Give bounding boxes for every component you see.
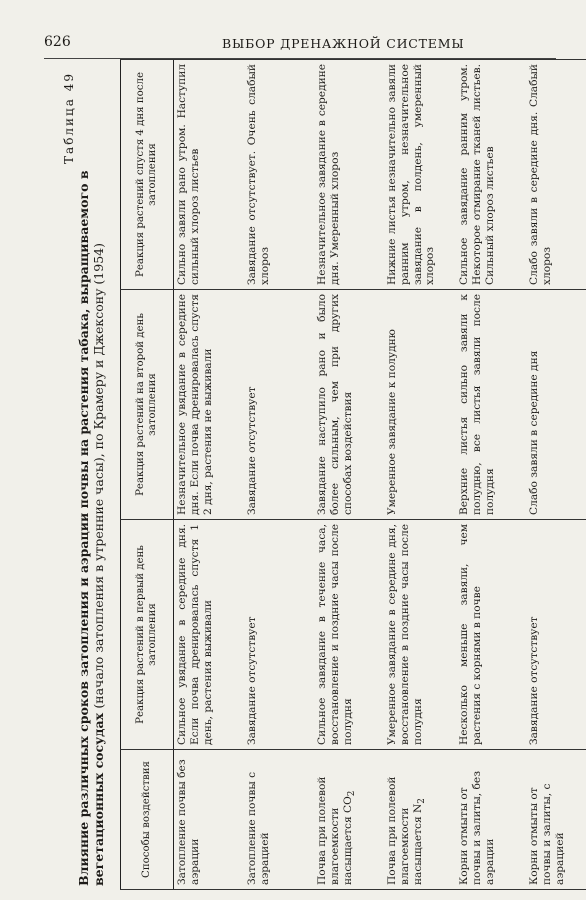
day4-cell: Незначительное завядание в середине дня. Умеренный хлороз bbox=[314, 60, 384, 290]
method-cell: Корни отмыты от почвы и залиты, без аэрации bbox=[456, 750, 526, 890]
table-row bbox=[314, 60, 384, 890]
method-text: Почва при полевой влагоемкости насыщается CO bbox=[316, 776, 354, 885]
day4-cell: Завядание отсутствует. Очень слабый хлороз bbox=[244, 60, 314, 290]
day2-cell: Слабо завяли в середине дня bbox=[526, 290, 586, 520]
table-row bbox=[456, 60, 526, 890]
day4-cell: Нижние листья незначительно завяли ранним утром, незначительное завядание в полдень, умеренный хлороз bbox=[384, 60, 456, 290]
column-header: Способы воздействия bbox=[121, 750, 174, 890]
method-cell bbox=[384, 750, 456, 890]
caption-bold: Влияние различных сроков затопления и аэрации почвы на растения табака, выращиваемого в вегетационных сосудах bbox=[76, 170, 106, 886]
day2-cell: Завядание наступило рано и было более сильным, чем при других способах воздействия bbox=[314, 290, 384, 520]
day1-cell: Умеренное завядание в середине дня, восстановление в поздние часы после полудня bbox=[384, 520, 456, 750]
day1-cell: Несколько меньше завяли, чем растения с корнями в почве bbox=[456, 520, 526, 750]
method-cell bbox=[314, 750, 384, 890]
table-row bbox=[526, 60, 586, 890]
table-label: Таблица 49 bbox=[62, 72, 76, 164]
day1-cell: Сильное завядание в течение часа, восстановление и поздние часы после полудня bbox=[314, 520, 384, 750]
day1-cell: Завядание отсутствует bbox=[526, 520, 586, 750]
method-text: Почва при полевой влагоемкости насыщается N bbox=[386, 776, 424, 885]
day1-cell: Завядание отсутствует bbox=[244, 520, 314, 750]
day2-cell: Умеренное завядание к полудню bbox=[384, 290, 456, 520]
day4-cell: Сильное завядание ранним утром. Некоторое отмирание тканей листьев. Сильный хлороз листьев bbox=[456, 60, 526, 290]
subscript: 2 bbox=[416, 798, 427, 804]
method-cell: Затопление почвы с аэрацией bbox=[244, 750, 314, 890]
method-cell: Затопление почвы без аэрации bbox=[174, 750, 245, 890]
day1-cell: Сильное увядание в середине дня. Если почва дренировалась спустя 1 день, растения выживали bbox=[174, 520, 245, 750]
day2-cell: Незначительное увядание в середине дня. Если почва дренировалась спустя 2 дня, растения не выживали bbox=[174, 290, 245, 520]
page-number: 626 bbox=[44, 34, 71, 50]
table-row bbox=[384, 60, 456, 890]
table-header-row bbox=[121, 60, 174, 890]
rotated-table-block bbox=[60, 60, 566, 890]
day2-cell: Завядание отсутствует bbox=[244, 290, 314, 520]
caption-plain: (начало затопления в утренние часы), по Крамеру и Джексону (1954) bbox=[91, 243, 106, 709]
column-header: Реакция растений в первый день затопления bbox=[121, 520, 174, 750]
running-head: ВЫБОР ДРЕНАЖНОЙ СИСТЕМЫ bbox=[222, 36, 465, 51]
method-cell: Корни отмыты от почвы и залиты, с аэрацией bbox=[526, 750, 586, 890]
subscript: 2 bbox=[346, 790, 357, 797]
day2-cell: Верхние листья сильно завяли к полудню, все листья завяли после полудня bbox=[456, 290, 526, 520]
table-row bbox=[244, 60, 314, 890]
day4-cell: Сильно завяли рано утром. Наступил сильный хлороз листьев bbox=[174, 60, 245, 290]
table-row bbox=[174, 60, 245, 890]
column-header: Реакция растений спустя 4 дня после затопления bbox=[121, 60, 174, 290]
day4-cell: Слабо завяли в середине дня. Слабый хлороз bbox=[526, 60, 586, 290]
column-header: Реакция растений на второй день затопления bbox=[121, 290, 174, 520]
table-caption bbox=[76, 66, 106, 886]
page-header bbox=[44, 34, 554, 56]
data-table bbox=[120, 59, 586, 890]
